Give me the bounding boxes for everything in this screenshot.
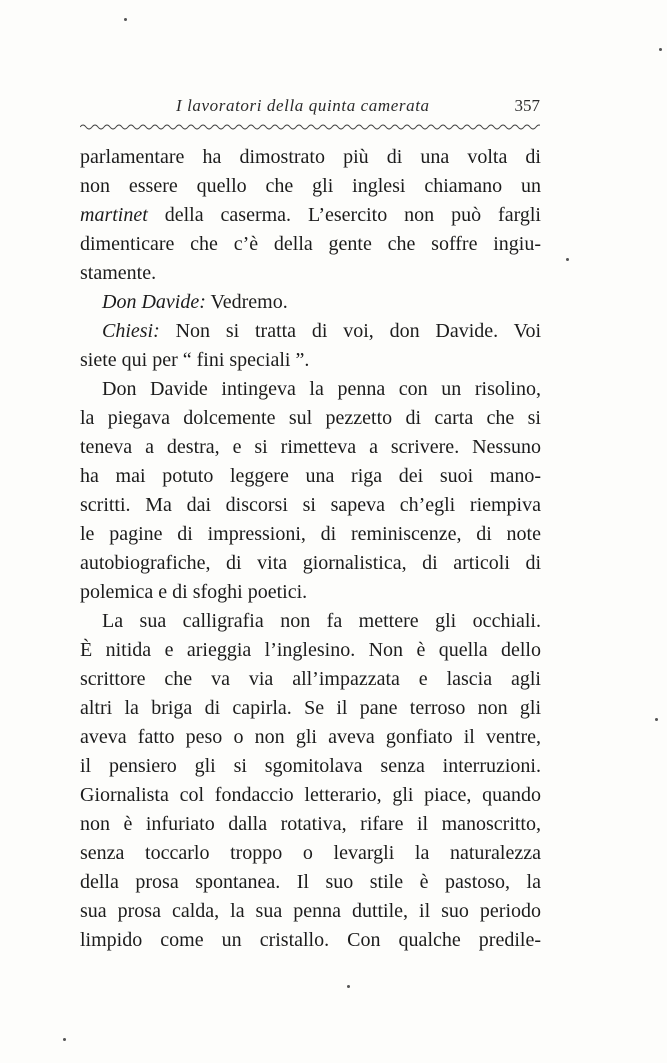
text-line: La sua calligrafia non fa mettere gli occhiali. [102,610,541,632]
text-line: non è infuriato dalla rotativa, rifare il manoscritto, [80,813,541,835]
text-line: È nitida e arieggia l’inglesino. Non è quella dello [80,639,541,661]
dialogue-line: Chiesi: Non si tratta di voi, don Davide. Voi [102,320,541,342]
text-line: la piegava dolcemente sul pezzetto di carta che si [80,407,541,429]
speaker-name: Chiesi: [102,320,160,342]
text-line: Giornalista col fondaccio letterario, gli piace, quando [80,784,541,806]
text-line: aveva fatto peso o non gli aveva gonfiato il ventre, [80,726,541,748]
text-line: autobiografiche, di vita giornalistica, di articoli di [80,552,541,574]
text-line: Don Davide intingeva la penna con un risolino, [102,378,541,400]
text-line: non essere quello che gli inglesi chiamano un [80,175,541,197]
paper-speck [347,985,350,988]
text-line: scritti. Ma dai discorsi si sapeva ch’egli riempiva [80,494,541,516]
dialogue-line: Don Davide: Vedremo. [102,291,288,313]
text-line: siete qui per “ fini speciali ”. [80,349,310,371]
text-line: altri la briga di capirla. Se il pane terroso non gli [80,697,541,719]
decorative-wavy-rule [80,122,540,132]
text-line: le pagine di impressioni, di reminiscenze, di note [80,523,541,545]
text-line: polemica e di sfoghi poetici. [80,581,308,603]
italic-term: martinet [80,204,148,226]
text-line: parlamentare ha dimostrato più di una volta di [80,146,541,168]
text-line: sua prosa calda, la sua penna duttile, il suo periodo [80,900,541,922]
paper-speck [63,1038,66,1041]
text-line: stamente. [80,262,157,284]
text-line: teneva a destra, e si rimetteva a scrivere. Nessuno [80,436,541,458]
paper-speck [659,48,662,51]
running-head [80,96,540,122]
text-line: senza toccarlo troppo o levargli la naturalezza [80,842,541,864]
text-line: scrittore che va via all’impazzata e lascia agli [80,668,541,690]
page-number: 357 [514,96,540,115]
body-text [80,143,541,955]
text-line: limpido come un cristallo. Con qualche predile- [80,929,541,951]
running-title: I lavoratori della quinta camerata [176,96,430,115]
paper-speck [566,258,569,261]
speaker-name: Don Davide: [102,291,206,313]
text-line: della prosa spontanea. Il suo stile è pastoso, la [80,871,541,893]
text-line: il pensiero gli si sgomitolava senza interruzioni. [80,755,541,777]
paper-speck [124,18,127,21]
paper-speck [655,718,658,721]
text-line: ha mai potuto leggere una riga dei suoi mano- [80,465,541,487]
text-line: martinet della caserma. L’esercito non può fargli [80,204,541,226]
text-line: dimenticare che c’è della gente che soffre ingiu- [80,233,541,255]
